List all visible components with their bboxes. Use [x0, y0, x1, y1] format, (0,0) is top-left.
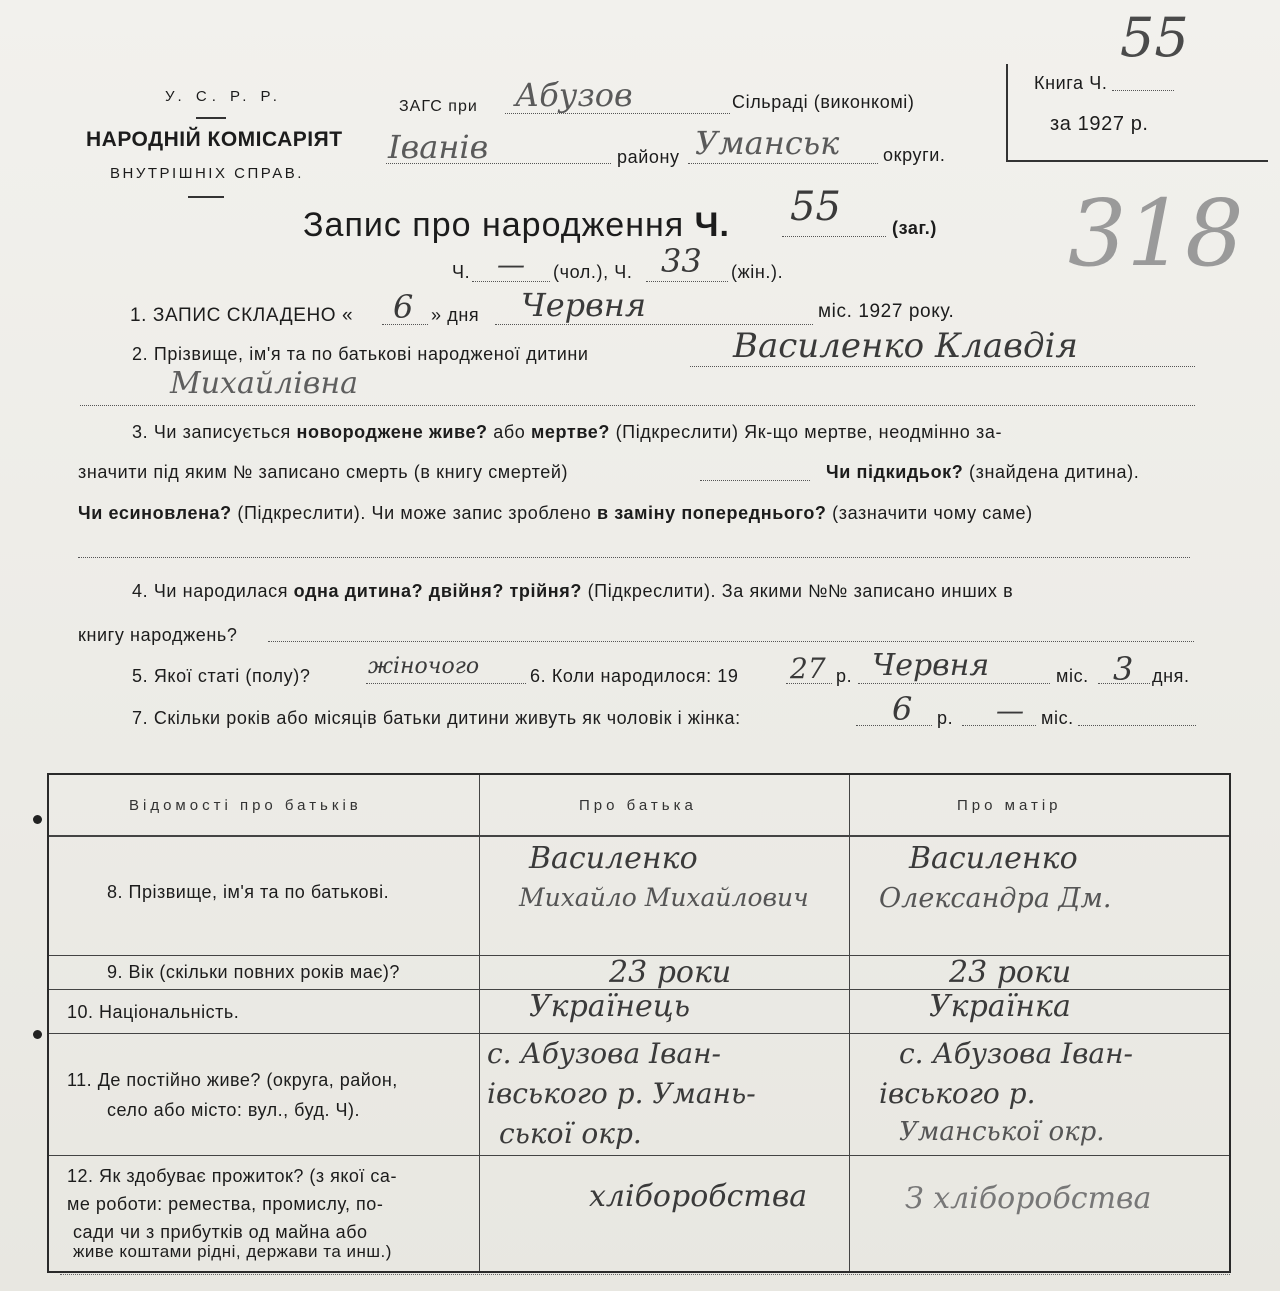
q4-births: одна дитина? двійня? трійня?: [293, 581, 582, 601]
row12-mother-livelihood: З хліборобства: [905, 1181, 1152, 1216]
q3-foundling: Чи підкидьок?: [826, 462, 964, 482]
q3-line-blank: [78, 557, 1190, 558]
q3-alive: новороджене живе?: [296, 422, 488, 442]
q6-year-line: [786, 683, 832, 684]
q3-l2a: значити під яким № записано смерть (в книгу смертей): [78, 462, 569, 482]
selrada-label: Сільраді (виконкомі): [732, 92, 915, 112]
q6-dnya: дня.: [1152, 666, 1190, 686]
row11-mother-addr-1: с. Абузова Іван-: [899, 1037, 1133, 1070]
row12-label-4: живе коштами рідні, держави та инш.): [73, 1242, 392, 1261]
zag-label: (заг.): [892, 218, 938, 238]
q2-label: 2. Прізвище, ім'я та по батькові народженої дитини: [132, 344, 589, 364]
q1-day-handwritten: 6: [393, 288, 414, 326]
q1-month-handwritten: Червня: [521, 286, 647, 324]
row10-father-nationality: Українець: [529, 989, 691, 1024]
row8-label: 8. Прізвище, ім'я та по батькові.: [107, 882, 390, 902]
row11-father-addr-3: ської окр.: [499, 1117, 642, 1150]
zags-label: ЗАГС при: [399, 98, 478, 115]
q4-line: [268, 641, 1194, 642]
q2-line: [690, 366, 1195, 367]
q4-l1a: 4. Чи народилася: [132, 581, 289, 601]
q4-line1: [132, 581, 1013, 602]
row9-label: 9. Вік (скільки повних років має)?: [107, 962, 400, 982]
q1-day-line: [382, 324, 428, 325]
q6-day-handwritten: 3: [1113, 650, 1134, 688]
q3-l3b: (Підкреслити). Чи може запис зроблено: [237, 503, 592, 523]
q7-years-handwritten: 6: [892, 690, 913, 728]
q7-label: 7. Скільки років або місяців батьки дитини живуть як чоловік і жінка:: [132, 708, 741, 728]
row8-father-surname: Василенко: [529, 841, 698, 876]
punch-hole-2: [33, 1030, 42, 1039]
row11-label-2: село або місто: вул., буд. Ч).: [107, 1100, 360, 1120]
row10-mother-nationality: Українка: [929, 989, 1071, 1024]
table-row-divider-3: [49, 1033, 1229, 1034]
male-ch-label: Ч.: [452, 262, 471, 282]
row12-label-3: сади чи з прибутків од майна або: [73, 1222, 368, 1242]
q3-adopted: Чи есиновлена?: [78, 503, 232, 523]
book-label: Книга Ч.: [1034, 73, 1108, 93]
q1-tail: міс. 1927 року.: [818, 301, 955, 322]
q2-value-handwritten: Василенко Клавдія: [733, 326, 1078, 366]
table-row-divider-4: [49, 1155, 1229, 1156]
row11-father-addr-2: івського р. Умань-: [487, 1077, 756, 1110]
male-label: (чол.), Ч.: [553, 262, 633, 282]
table-header-divider: [49, 835, 1229, 837]
record-title-text: Запис про народження: [303, 206, 685, 244]
q6-r: р.: [836, 666, 853, 686]
row12-label-1: 12. Як здобуває прожиток? (з якої са-: [67, 1166, 397, 1186]
row12-label-2: ме роботи: ремества, промислу, по-: [67, 1194, 384, 1214]
q7-months-line: [962, 725, 1036, 726]
row9-mother-age: 23 роки: [949, 955, 1072, 990]
book-year: за 1927 р.: [1050, 113, 1149, 135]
rayon-line: [386, 163, 611, 164]
male-count-handwritten: —: [497, 248, 525, 281]
q3-or: або: [493, 422, 526, 442]
rayon-value-handwritten: Іванів: [388, 128, 489, 166]
parents-table: [47, 773, 1231, 1273]
zags-value-handwritten: Абузов: [515, 76, 633, 114]
q3-replacement: в заміну попереднього?: [596, 503, 827, 523]
female-count-line: [646, 281, 728, 282]
q5-value-handwritten: жіночого: [368, 654, 480, 679]
footer-line: [60, 1274, 1230, 1275]
q3-line3: [78, 503, 1033, 524]
q1-month-line: [495, 324, 813, 325]
header-rule-top: [196, 117, 226, 119]
zags-line: [505, 113, 730, 114]
q6-label: 6. Коли народилося: 19: [530, 666, 739, 686]
row9-father-age: 23 роки: [609, 955, 732, 990]
row11-mother-addr-3: Уманської окр.: [899, 1117, 1105, 1147]
q1-mid: » дня: [431, 305, 480, 325]
punch-hole-1: [33, 815, 42, 824]
record-title: [303, 206, 730, 245]
q3-l1a: 3. Чи записується: [132, 422, 291, 442]
q2-value2-handwritten: Михайлівна: [170, 366, 358, 401]
male-count-line: [472, 281, 550, 282]
commissariat-title: НАРОДНІЙ КОМІСАРІЯТ: [86, 128, 343, 151]
record-number-line: [782, 236, 886, 237]
q3-l1e: (Підкреслити) Як-що мертве, неодмінно за-: [615, 422, 1003, 442]
q3-line2-tail: [826, 462, 1139, 483]
col-header-info: Відомості про батьків: [129, 797, 362, 814]
row10-label: 10. Національність.: [67, 1002, 240, 1022]
corner-number-handwritten: 318: [1068, 180, 1244, 287]
q5-label: 5. Якої статі (полу)?: [132, 666, 311, 686]
row11-label-1: 11. Де постійно живе? (округа, район,: [67, 1070, 398, 1090]
department-label: ВНУТРІШНІХ СПРАВ.: [110, 165, 304, 182]
col-header-mother: Про матір: [957, 797, 1062, 814]
q4-l2: книгу народжень?: [78, 625, 238, 645]
q7-mis: міс.: [1041, 708, 1074, 728]
q1-label: 1. ЗАПИС СКЛАДЕНО «: [130, 305, 354, 326]
q6-year-handwritten: 27: [790, 652, 826, 685]
female-count-handwritten: 33: [661, 242, 702, 280]
q2-line-2: [80, 405, 1195, 406]
q3-dead: мертве?: [531, 422, 610, 442]
q7-r: р.: [937, 708, 954, 728]
col-header-father: Про батька: [579, 797, 697, 814]
rayon-label: району: [617, 147, 680, 167]
okruh-value-handwritten: Уманськ: [695, 124, 840, 162]
book-number-handwritten: 55: [1120, 6, 1189, 69]
header-rule-bottom: [188, 196, 224, 198]
row8-father-name: Михайло Михайлович: [519, 883, 809, 912]
row11-father-addr-1: с. Абузова Іван-: [487, 1037, 721, 1070]
q7-tail-line: [1078, 725, 1196, 726]
female-label: (жін.).: [731, 262, 784, 282]
record-title-ch: Ч.: [694, 206, 730, 244]
q4-l1c: (Підкреслити). За якими №№ записано инших в: [587, 581, 1014, 601]
q7-months-handwritten: —: [996, 694, 1024, 727]
q3-l3d: (зазначити чому саме): [832, 503, 1033, 523]
q6-day-line: [1098, 683, 1150, 684]
q3-l2c: (знайдена дитина).: [969, 462, 1140, 482]
row11-mother-addr-2: івського р.: [879, 1077, 1036, 1110]
row8-mother-surname: Василенко: [909, 841, 1078, 876]
q6-mis: міс.: [1056, 666, 1089, 686]
okruh-line: [688, 163, 878, 164]
q3-death-line: [700, 480, 810, 481]
row12-father-livelihood: хліборобства: [589, 1179, 808, 1214]
q5-line: [366, 683, 526, 684]
q3-line1: [132, 422, 1002, 443]
okruh-label: округи.: [883, 145, 946, 165]
table-col-divider-1: [479, 775, 480, 1271]
book-number-line: [1112, 90, 1174, 91]
q7-years-line: [856, 725, 932, 726]
table-col-divider-2: [849, 775, 850, 1271]
republic-label: У. С. Р. Р.: [165, 88, 282, 105]
record-number-handwritten: 55: [790, 184, 841, 230]
row8-mother-name: Олександра Дм.: [879, 883, 1112, 914]
q6-month-handwritten: Червня: [872, 648, 990, 683]
q6-month-line: [858, 683, 1050, 684]
